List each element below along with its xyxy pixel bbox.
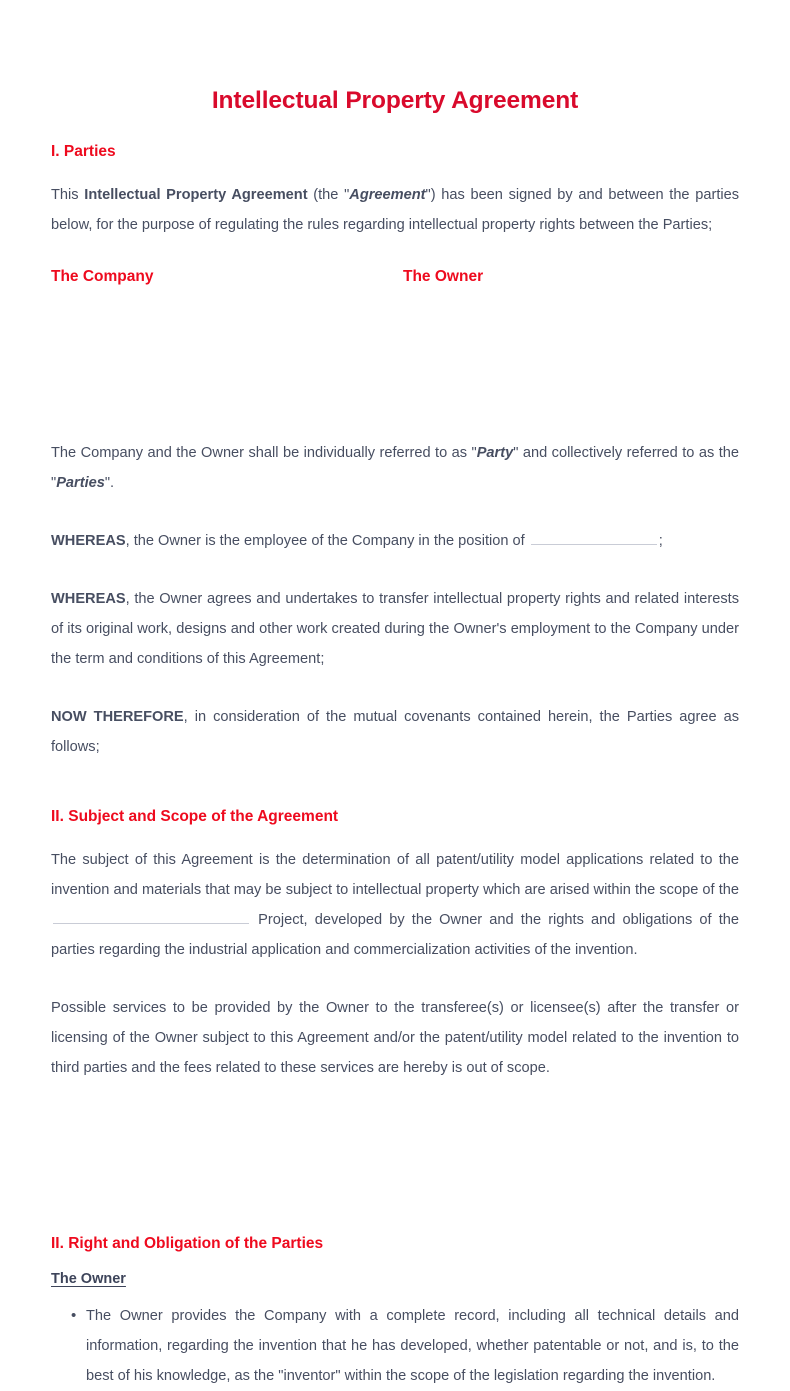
owner-label: The Owner — [403, 267, 484, 285]
spacer — [51, 1083, 739, 1235]
owner-obligations-list — [51, 1301, 739, 1391]
list-item — [51, 1301, 739, 1391]
project-name-fill-in-field[interactable] — [53, 910, 249, 924]
position-fill-in-field[interactable] — [531, 531, 657, 545]
spacer — [51, 426, 739, 438]
list-item-text: The Owner provides the Company with a complete record, including all technical details and information, regarding the invention that he has developed, whether patentable or not, and is, to the best of his knowledge, as the "inventor" within the scope of the legislation regarding the invention. — [86, 1307, 739, 1384]
section-heading-subject-scope: II. Subject and Scope of the Agreement — [51, 808, 339, 826]
company-column — [51, 268, 403, 427]
spacer — [51, 115, 739, 143]
section-heading-parties: I. Parties — [51, 142, 116, 160]
whereas-1-text-before: , the Owner is the employee of the Company in the position of — [125, 533, 529, 550]
owner-details-blank[interactable] — [403, 286, 739, 426]
subject-text-after: Project, developed by the Owner and the rights and obligations of the parties regarding the industrial application and commercialization activities of the invention. — [51, 911, 739, 958]
whereas-label-1: WHEREAS — [51, 533, 126, 550]
now-therefore-text: , in consideration of the mutual covenants contained herein, the Parties agree as follows; — [51, 709, 739, 756]
definition-party-term: Party — [476, 445, 514, 462]
spacer — [51, 1289, 739, 1301]
document-title: Intellectual Property Agreement — [211, 87, 579, 114]
spacer — [51, 498, 739, 526]
company-details-blank[interactable] — [51, 286, 403, 426]
whereas-1-text-after: ; — [658, 533, 663, 550]
subheading-the-owner: The Owner — [51, 1271, 126, 1288]
spacer — [51, 762, 739, 808]
spacer — [51, 162, 739, 180]
definition-text-e: ". — [104, 475, 115, 492]
spacer — [51, 674, 739, 702]
whereas-label-2: WHEREAS — [51, 591, 126, 608]
parties-intro-paragraph — [51, 180, 739, 240]
now-therefore-label: NOW THEREFORE — [51, 709, 184, 726]
spacer — [51, 240, 739, 268]
parties-columns — [51, 268, 739, 427]
owner-column — [403, 268, 739, 427]
intro-text-c: (the " — [307, 186, 350, 203]
definition-parties-term: Parties — [56, 475, 105, 492]
now-therefore-paragraph — [51, 702, 739, 762]
subject-scope-paragraph-1 — [51, 845, 739, 965]
spacer — [51, 965, 739, 993]
subject-scope-paragraph-2: Possible services to be provided by the Owner to the transferee(s) or licensee(s) after the transfer or licensing of the Owner subject to this Agreement and/or the patent/utility model related to the invention to third parties and the fees related to these services are hereby is out of scope. — [51, 999, 739, 1076]
subject-text-before: The subject of this Agreement is the determination of all patent/utility model applications related to the invention and materials that may be subject to intellectual property which are arised within the scope of the — [51, 851, 739, 898]
intro-text-a: This — [51, 186, 85, 203]
spacer — [51, 827, 739, 845]
whereas-2-text: , the Owner agrees and undertakes to transfer intellectual property rights and related interests of its original work, designs and other work created during the Owner's employment to the Company under the term and conditions of this Agreement; — [51, 591, 739, 668]
intro-text-e: ") has been signed by and between the parties below, for the purpose of regulating the rules regarding intellectual property rights between the Parties; — [51, 186, 740, 233]
spacer — [51, 556, 739, 584]
definition-text-a: The Company and the Owner shall be individually referred to as " — [51, 445, 477, 462]
company-label: The Company — [51, 267, 154, 285]
bullet-icon: • — [71, 1306, 77, 1324]
whereas-paragraph-2 — [51, 584, 739, 674]
party-definition-paragraph — [51, 438, 739, 498]
intro-agreement-bold: Intellectual Property Agreement — [84, 186, 308, 203]
section-heading-rights-obligations: II. Right and Obligation of the Parties — [51, 1234, 324, 1252]
whereas-paragraph-1 — [51, 526, 739, 556]
spacer — [51, 1253, 739, 1271]
definition-text-c: " and collectively referred to as the " — [51, 445, 739, 492]
intro-agreement-italic: Agreement — [349, 186, 426, 203]
